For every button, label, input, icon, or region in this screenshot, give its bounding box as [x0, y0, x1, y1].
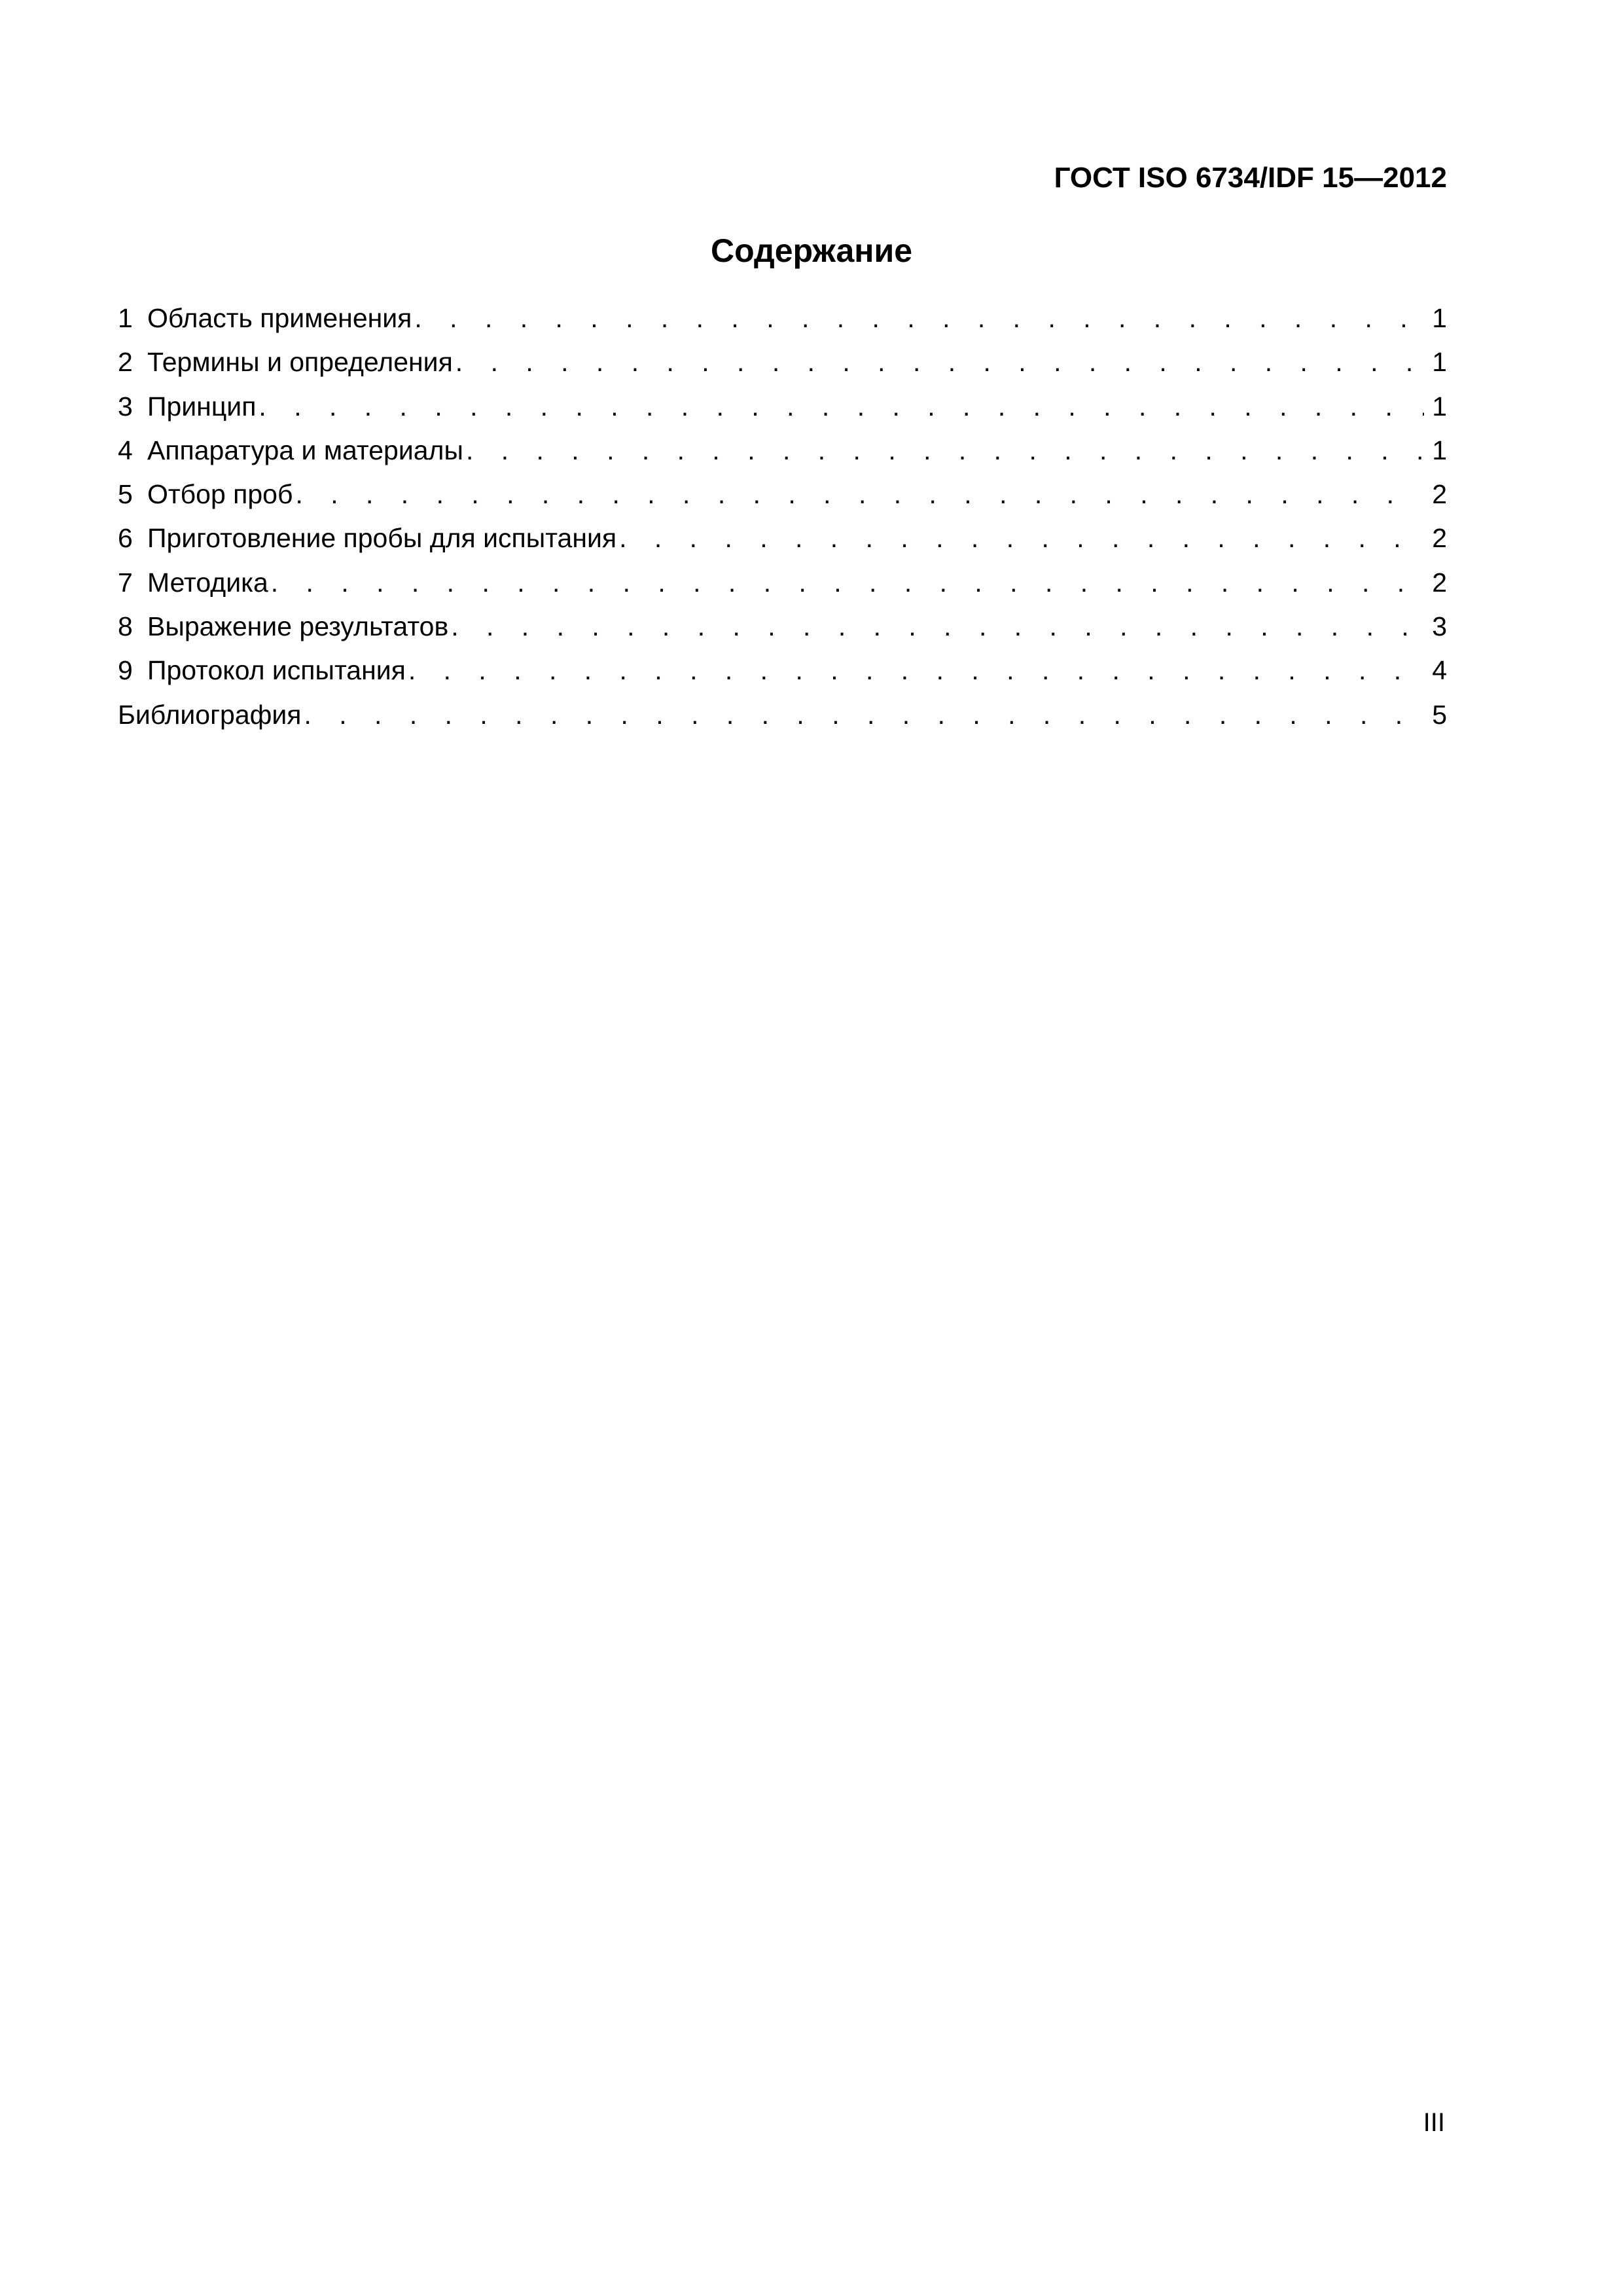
toc-entry-title: Аппаратура и материалы — [147, 435, 463, 465]
toc-entry-page: 2 — [1432, 523, 1447, 554]
toc-entry-page: 1 — [1432, 347, 1447, 378]
toc-entry-page: 3 — [1432, 611, 1447, 642]
toc-dot-leader — [408, 653, 1424, 687]
toc-entry[interactable] — [118, 521, 1447, 565]
page-number: III — [1423, 2108, 1445, 2137]
toc-entry-title: Термины и определения — [147, 347, 453, 378]
toc-entry-title: Область применения — [147, 303, 412, 333]
toc-entry[interactable] — [118, 433, 1447, 477]
toc-entry-number: 1 — [118, 303, 133, 333]
toc-entry[interactable] — [118, 477, 1447, 521]
toc-entry-number: 9 — [118, 655, 133, 686]
toc-entry-title: Приготовление пробы для испытания — [147, 523, 617, 554]
toc-entry-number: 5 — [118, 479, 133, 510]
toc-entry-page: 2 — [1432, 479, 1447, 510]
toc-entry[interactable] — [118, 301, 1447, 345]
toc-entry[interactable] — [118, 653, 1447, 697]
toc-dot-leader — [259, 389, 1424, 423]
toc-entry-number: 8 — [118, 611, 133, 642]
toc-dot-leader — [466, 433, 1424, 467]
toc-entry-page: 4 — [1432, 655, 1447, 686]
toc-entry-page: 1 — [1432, 391, 1447, 422]
table-of-contents — [118, 301, 1447, 742]
toc-entry-title: Отбор проб — [147, 479, 293, 510]
document-code: ГОСТ ISO 6734/IDF 15—2012 — [1054, 162, 1447, 194]
toc-entry-title: Принцип — [147, 391, 257, 422]
toc-entry-page: 5 — [1432, 699, 1447, 730]
toc-dot-leader — [295, 477, 1424, 511]
toc-entry-title: Библиография — [118, 699, 302, 730]
toc-entry-number: 3 — [118, 391, 133, 422]
toc-dot-leader — [414, 301, 1424, 335]
toc-entry[interactable] — [118, 389, 1447, 433]
toc-dot-leader — [455, 345, 1424, 379]
toc-entry-number: 7 — [118, 567, 133, 598]
toc-entry[interactable] — [118, 565, 1447, 609]
toc-entry-page: 2 — [1432, 567, 1447, 598]
toc-title: Содержание — [710, 232, 913, 269]
toc-entry-number: 6 — [118, 523, 133, 554]
toc-entry-page: 1 — [1432, 435, 1447, 465]
toc-entry-title: Выражение результатов — [147, 611, 449, 642]
toc-entry[interactable] — [118, 609, 1447, 653]
toc-dot-leader — [451, 609, 1424, 643]
toc-dot-leader — [304, 698, 1424, 732]
toc-entry-bibliography[interactable] — [118, 698, 1447, 742]
toc-dot-leader — [271, 565, 1424, 600]
toc-entry-number: 4 — [118, 435, 133, 465]
toc-entry-title: Методика — [147, 567, 268, 598]
toc-entry-number: 2 — [118, 347, 133, 378]
toc-entry[interactable] — [118, 345, 1447, 389]
toc-dot-leader — [619, 521, 1424, 555]
toc-entry-title: Протокол испытания — [147, 655, 406, 686]
toc-entry-page: 1 — [1432, 303, 1447, 333]
